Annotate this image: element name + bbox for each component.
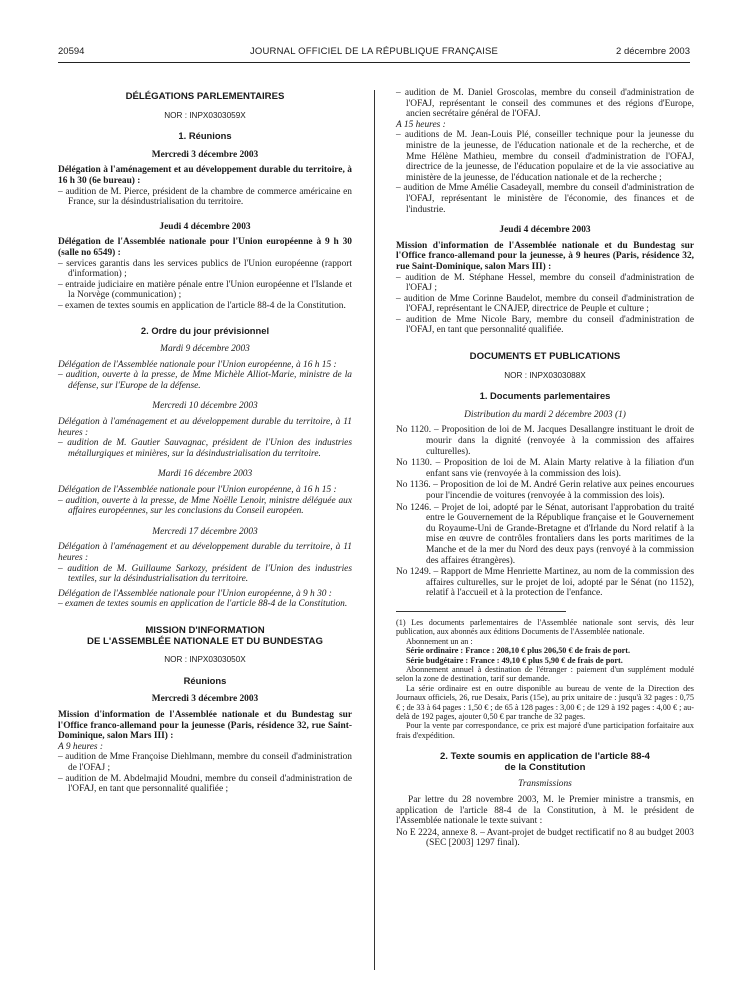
footnote: Série budgétaire : France : 49,10 € plus 5,90 € de frais de port.	[406, 655, 623, 665]
distribution-heading: Distribution du mardi 2 décembre 2003 (1)	[464, 409, 626, 420]
section-title: DÉLÉGATIONS PARLEMENTAIRES	[125, 91, 285, 102]
list-item: – audition de M. Pierce, président de la chambre de commerce américaine en France, sur la désindustrialisation du territoire.	[58, 186, 352, 208]
mission-text: Mission d'information de l'Assemblée nationale et du Bundestag sur l'Office franco-allemand pour la jeunesse, à 9 heures (Paris, résidence 32, rue Saint-Dominique, salon Mars III) :	[396, 240, 694, 272]
delegation-text: Délégation à l'aménagement et au développement durable du territoire, à 16 h 30 (6e bureau) :	[58, 165, 352, 186]
nor-reference: NOR : INPX0303088X	[504, 370, 586, 380]
list-item: – services garantis dans les services publics de l'Union européenne (rapport d'information) ;	[58, 258, 352, 280]
left-column	[58, 92, 352, 795]
document-item: No 1136. – Proposition de loi de M. André Gerin relative aux peines encourues pour l'incendie de voitures (renvoyée à la commission des lois).	[396, 480, 694, 501]
delegation-text: Délégation de l'Assemblée nationale pour l'Union européenne à 9 h 30 (salle no 6549) :	[58, 237, 352, 258]
list-item: – audition de M. Gautier Sauvagnac, président de l'Union des industries métallurgiques et minières, sur la désindustrialisation du territoire.	[58, 438, 352, 459]
list-item: – audition de M. Daniel Groscolas, membre du conseil d'administration de l'OFAJ, représentant le conseil des communes et des régions d'Europe, ancien secrétaire général de l'OFAJ.	[396, 88, 694, 120]
list-item: – audition de M. Stéphane Hessel, membre du conseil d'administration de l'OFAJ ;	[396, 272, 694, 294]
section-title: MISSION D'INFORMATION	[145, 624, 265, 636]
document-item: No 1246. – Projet de loi, adopté par le Sénat, autorisant l'approbation du traité entre le Gouvernement de la République française et le Gouvernement du Royaume-Uni de Grande-Bretagne et d'Irlande du Nord relatif à la mise en œuvre de contrôles frontaliers dans les ports maritimes de la Manche et de la mer du Nord des deux pays (renvoyé à la commission des affaires étrangères).	[396, 502, 694, 566]
nor-reference: NOR : INPX0303050X	[164, 655, 246, 665]
footnote: Abonnement un an :	[406, 636, 473, 646]
subsection-title: Réunions	[183, 674, 227, 686]
list-item: – audition, ouverte à la presse, de Mme Noëlle Lenoir, ministre déléguée aux affaires européennes, sur les conclusions du Conseil européen.	[58, 495, 352, 517]
footnote: Série ordinaire : France : 208,10 € plus 206,50 € de frais de port.	[406, 646, 631, 656]
column-divider	[374, 90, 375, 970]
delegation-text: Délégation à l'aménagement et au développement durable du territoire, à 11 heures :	[58, 417, 352, 438]
section-title: DOCUMENTS ET PUBLICATIONS	[469, 351, 621, 363]
list-item: – examen de textes soumis en application de l'article 88-4 de la Constitution.	[58, 599, 348, 610]
list-item: – entraide judiciaire en matière pénale entre l'Union européenne et l'Islande et la Norvège (communication) ;	[58, 279, 352, 301]
time-label: A 9 heures :	[58, 741, 104, 752]
document-item: No 1130. – Proposition de loi de M. Alain Marty relative à la filiation d'un enfant sans vie (renvoyée à la commission des lois).	[396, 458, 694, 479]
list-item: – audition de Mme Corinne Baudelot, membre du conseil d'administration de l'OFAJ, représentant le CNAJEP, directrice de Peuple et culture ;	[396, 293, 694, 315]
date-heading: Mercredi 3 décembre 2003	[151, 149, 259, 160]
list-item: – audition de Mme Françoise Diehlmann, membre du conseil d'administration de l'OFAJ ;	[58, 752, 352, 773]
section-title: DE L'ASSEMBLÉE NATIONALE ET DU BUNDESTAG	[87, 635, 323, 647]
list-item: – audition de Mme Nicole Bary, membre du conseil d'administration de l'OFAJ, en tant que personnalité qualifiée.	[396, 314, 694, 336]
section-title: 2. Texte soumis en application de l'article 88-4	[439, 751, 651, 763]
list-item: – audition de M. Guillaume Sarkozy, président de l'Union des industries textiles, sur la désindustrialisation du territoire.	[58, 563, 352, 585]
journal-title: JOURNAL OFFICIEL DE LA RÉPUBLIQUE FRANÇAISE	[249, 46, 499, 57]
page-number: 20594	[58, 46, 85, 57]
footnote: (1) Les documents parlementaires de l'Assemblée nationale sont servis, dès leur publication, aux abonnés aux éditions Documents de l'Assemblée nationale.	[396, 617, 694, 637]
issue-date: 2 décembre 2003	[616, 46, 690, 57]
date-heading: Mardi 9 décembre 2003	[160, 344, 250, 355]
footnote: La série ordinaire est en outre disponible au bureau de vente de la Direction des Journaux officiels, 26, rue Desaix, Paris (15e), au prix unitaire de : jusqu'à 32 pages : 0,75 € ; de 33 à 64 pages : 1,50 € ; de 65 à 128 pages : 3,00 € ; de 129 à 192 pages : 4,00 € ; au-delà de 192 pages, ajouter 0,50 € par tranche de 32 pages.	[396, 683, 694, 721]
delegation-text: Délégation de l'Assemblée nationale pour l'Union européenne, à 16 h 15 :	[58, 485, 337, 496]
footnote: Abonnement annuel à destination de l'étranger : paiement d'un supplément modulé selon la zone de destination, tarif sur demande.	[396, 664, 694, 684]
nor-reference: NOR : INPX0303059X	[164, 110, 246, 120]
subheading: Transmissions	[518, 779, 572, 790]
document-item: No E 2224, annexe 8. – Avant-projet de budget rectificatif no 8 au budget 2003 (SEC [2003] 1297 final).	[396, 827, 694, 849]
date-heading: Mardi 16 décembre 2003	[157, 469, 253, 480]
subsection-title: 1. Réunions	[178, 130, 232, 142]
date-heading: Mercredi 3 décembre 2003	[151, 694, 259, 705]
list-item: – auditions de M. Jean-Louis Plé, conseiller technique pour la jeunesse du ministre de la jeunesse, de l'éducation nationale et de la recherche, et de Mme Hélène Mathieu, membre du conseil d'administration de l'OFAJ, directrice de la jeunesse, de l'éducation populaire et de la vie associative au ministère de la jeunesse, de l'éducation nationale et de la recherche ;	[396, 130, 694, 183]
footnote: Pour la vente par correspondance, ce prix est majoré d'une participation forfaitaire aux frais d'expédition.	[396, 721, 694, 740]
list-item: – audition de M. Abdelmajid Moudni, membre du conseil d'administration de l'OFAJ, en tant que personnalité qualifiée ;	[58, 773, 352, 795]
mission-text: Mission d'information de l'Assemblée nationale et du Bundestag sur l'Office franco-allemand pour la jeunesse (Paris, résidence 32, rue Saint-Dominique, salon Mars III) :	[58, 709, 352, 742]
date-heading: Mercredi 10 décembre 2003	[152, 401, 258, 412]
section-title: de la Constitution	[504, 761, 586, 773]
list-item: – audition de Mme Amélie Casadeyall, membre du conseil d'administration de l'OFAJ, représentant le ministère de l'économie, des finances et de l'industrie.	[396, 183, 694, 215]
delegation-text: Délégation de l'Assemblée nationale pour l'Union européenne, à 9 h 30 :	[58, 588, 332, 599]
paragraph: Par lettre du 28 novembre 2003, M. le Premier ministre a transmis, en application de l'article 88-4 de la Constitution, à M. le président de l'Assemblée nationale le texte suivant :	[396, 795, 694, 827]
delegation-text: Délégation à l'aménagement et au développement durable du territoire, à 11 heures :	[58, 542, 352, 563]
date-heading: Mercredi 17 décembre 2003	[152, 526, 258, 537]
list-item: – examen de textes soumis en application de l'article 88-4 de la Constitution.	[58, 300, 346, 311]
time-label: A 15 heures :	[396, 119, 446, 130]
list-item: – audition, ouverte à la presse, de Mme Michèle Alliot-Marie, ministre de la défense, sur l'Europe de la défense.	[58, 370, 352, 391]
footnote-rule	[396, 611, 566, 612]
document-item: No 1249. – Rapport de Mme Henriette Martinez, au nom de la commission des affaires culturelles, sur le projet de loi, adopté par le Sénat (no 1152), relatif à l'accueil et à la protection de l'enfance.	[396, 567, 694, 599]
subsection-title: 2. Ordre du jour prévisionnel	[140, 324, 270, 336]
document-item: No 1120. – Proposition de loi de M. Jacques Desallangre instituant le droit de mourir dans la dignité (renvoyée à la commission des affaires culturelles).	[396, 425, 694, 457]
delegation-text: Délégation de l'Assemblée nationale pour l'Union européenne, à 16 h 15 :	[58, 359, 337, 370]
page-header	[58, 46, 690, 60]
date-heading: Jeudi 4 décembre 2003	[499, 225, 591, 236]
subsection-title: 1. Documents parlementaires	[479, 390, 611, 402]
right-column	[396, 88, 694, 849]
header-rule	[58, 62, 690, 63]
date-heading: Jeudi 4 décembre 2003	[159, 221, 251, 232]
